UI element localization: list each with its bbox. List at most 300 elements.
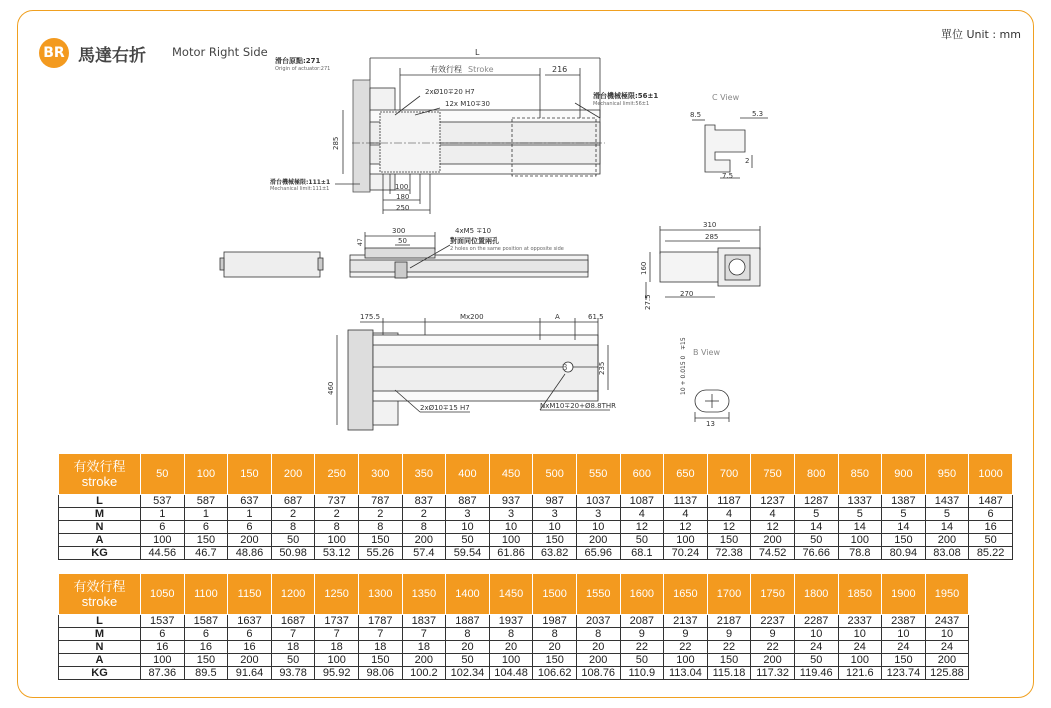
svg-text:Mx200: Mx200	[460, 313, 484, 321]
table-cell: 50	[620, 534, 664, 547]
svg-text:對面同位置兩孔: 對面同位置兩孔	[450, 237, 499, 245]
svg-text:滑台機械極限:111±1: 滑台機械極限:111±1	[270, 179, 331, 186]
table-cell: 1637	[228, 615, 272, 628]
stroke-cell: 300	[358, 454, 402, 495]
stroke-cell: 1650	[664, 574, 708, 615]
table-cell: 2087	[620, 615, 664, 628]
table-cell: 100	[141, 654, 185, 667]
svg-text:A: A	[555, 313, 560, 321]
stroke-cell: 400	[446, 454, 490, 495]
bottom-view	[327, 313, 616, 430]
svg-text:2 holes on the same position a: 2 holes on the same position at opposite side	[450, 246, 564, 252]
stroke-cell: 1450	[489, 574, 533, 615]
table-cell: 106.62	[533, 667, 577, 680]
table-cell: 4	[620, 508, 664, 521]
stroke-cell: 1550	[576, 574, 620, 615]
page-subtitle: Motor Right Side	[172, 45, 268, 59]
table-row	[59, 521, 1013, 534]
table-row	[59, 508, 1013, 521]
table-cell: 6	[184, 628, 228, 641]
table-cell: 22	[751, 641, 795, 654]
svg-text:12x M10∓30: 12x M10∓30	[445, 100, 490, 108]
table-cell: 16	[228, 641, 272, 654]
stroke-cell: 50	[141, 454, 185, 495]
table-cell: 10	[925, 628, 969, 641]
svg-text:NxM10∓20+Ø8.8THR: NxM10∓20+Ø8.8THR	[540, 402, 617, 410]
table-cell: 70.24	[664, 547, 708, 560]
table-cell: 50	[794, 534, 838, 547]
svg-text:2xØ10∓15 H7: 2xØ10∓15 H7	[420, 404, 470, 412]
table-cell: 100	[838, 534, 882, 547]
table-cell: 2	[358, 508, 402, 521]
table-cell: 110.9	[620, 667, 664, 680]
table-cell: 3	[446, 508, 490, 521]
table-cell: 1937	[489, 615, 533, 628]
table-cell: 20	[533, 641, 577, 654]
svg-text:460: 460	[327, 381, 335, 395]
svg-text:有效行程: 有效行程	[430, 65, 462, 74]
table-cell: 537	[141, 495, 185, 508]
table-cell: 24	[838, 641, 882, 654]
table-cell: 737	[315, 495, 359, 508]
stroke-cell: 1000	[969, 454, 1013, 495]
table-cell: 85.22	[969, 547, 1013, 560]
table-cell: 16	[969, 521, 1013, 534]
table-cell: 200	[228, 654, 272, 667]
table-cell: 1087	[620, 495, 664, 508]
table-cell: 8	[402, 521, 446, 534]
row-label: M	[59, 628, 141, 641]
table-cell: 7	[402, 628, 446, 641]
stroke-cell: 500	[533, 454, 577, 495]
table-cell: 1537	[141, 615, 185, 628]
svg-text:61.5: 61.5	[588, 313, 604, 321]
table-cell: 57.4	[402, 547, 446, 560]
stroke-cell: 1150	[228, 574, 272, 615]
stroke-cell: 1700	[707, 574, 751, 615]
table-cell: 10	[576, 521, 620, 534]
table-cell: 1337	[838, 495, 882, 508]
table-row	[59, 615, 969, 628]
table-cell: 50	[446, 534, 490, 547]
svg-text:47: 47	[357, 238, 364, 246]
table-cell: 9	[751, 628, 795, 641]
stroke-header-row	[59, 574, 969, 615]
stroke-cell: 100	[184, 454, 228, 495]
stroke-cell: 1800	[794, 574, 838, 615]
svg-text:216: 216	[552, 65, 568, 74]
table-cell: 7	[358, 628, 402, 641]
table-cell: 10	[446, 521, 490, 534]
table-cell: 72.38	[707, 547, 751, 560]
stroke-cell: 900	[882, 454, 926, 495]
table-cell: 4	[751, 508, 795, 521]
table-cell: 14	[794, 521, 838, 534]
table-cell: 104.48	[489, 667, 533, 680]
table-cell: 22	[664, 641, 708, 654]
svg-text:Stroke: Stroke	[468, 65, 494, 74]
table-cell: 2187	[707, 615, 751, 628]
stroke-cell: 1400	[446, 574, 490, 615]
table-cell: 53.12	[315, 547, 359, 560]
table-cell: 14	[925, 521, 969, 534]
side-view	[220, 227, 588, 278]
table-cell: 987	[533, 495, 577, 508]
table-cell: 18	[271, 641, 315, 654]
row-label: L	[59, 495, 141, 508]
table-cell: 68.1	[620, 547, 664, 560]
table-cell: 1387	[882, 495, 926, 508]
table-cell: 100	[315, 654, 359, 667]
table-cell: 3	[576, 508, 620, 521]
table-cell: 78.8	[838, 547, 882, 560]
stroke-cell: 1600	[620, 574, 664, 615]
stroke-cell: 1850	[838, 574, 882, 615]
svg-text:285: 285	[332, 136, 340, 150]
table-cell: 74.52	[751, 547, 795, 560]
table-cell: 65.96	[576, 547, 620, 560]
table-cell: 18	[315, 641, 359, 654]
table-cell: 24	[925, 641, 969, 654]
table-cell: 119.46	[794, 667, 838, 680]
table-cell: 5	[925, 508, 969, 521]
table-cell: 150	[882, 534, 926, 547]
table-cell: 5	[794, 508, 838, 521]
table-cell: 98.06	[358, 667, 402, 680]
table-cell: 10	[882, 628, 926, 641]
table-cell: 16	[141, 641, 185, 654]
header-label-line: 有效行程	[73, 459, 126, 474]
table-cell: 100.2	[402, 667, 446, 680]
table-cell: 2037	[576, 615, 620, 628]
table-cell: 200	[751, 534, 795, 547]
table-cell: 837	[402, 495, 446, 508]
table-cell: 200	[576, 654, 620, 667]
table-cell: 100	[489, 654, 533, 667]
table-cell: 1187	[707, 495, 751, 508]
svg-text:175.5: 175.5	[360, 313, 381, 321]
svg-text:L: L	[475, 48, 480, 57]
table-cell: 121.6	[838, 667, 882, 680]
table-cell: 100	[315, 534, 359, 547]
table-cell: 9	[664, 628, 708, 641]
table-cell: 93.78	[271, 667, 315, 680]
stroke-cell: 1100	[184, 574, 228, 615]
table-cell: 1487	[969, 495, 1013, 508]
end-view	[640, 221, 760, 310]
svg-text:7.5: 7.5	[722, 172, 734, 180]
table-row	[59, 667, 969, 680]
table-cell: 113.04	[664, 667, 708, 680]
svg-text:160: 160	[640, 261, 648, 275]
svg-text:310: 310	[703, 221, 717, 229]
table-cell: 1137	[664, 495, 708, 508]
table-cell: 63.82	[533, 547, 577, 560]
table-row	[59, 641, 969, 654]
table-cell: 200	[402, 534, 446, 547]
svg-text:5.3: 5.3	[752, 110, 764, 118]
table-cell: 1	[141, 508, 185, 521]
table-cell: 150	[358, 654, 402, 667]
spec-table-1	[58, 453, 1013, 560]
stroke-cell: 1350	[402, 574, 446, 615]
row-label: L	[59, 615, 141, 628]
table-cell: 150	[707, 534, 751, 547]
table-cell: 108.76	[576, 667, 620, 680]
stroke-cell: 1050	[141, 574, 185, 615]
series-badge: BR	[39, 38, 69, 68]
row-label: KG	[59, 667, 141, 680]
table-cell: 89.5	[184, 667, 228, 680]
table-cell: 4	[707, 508, 751, 521]
svg-text:8.5: 8.5	[690, 111, 702, 119]
table-cell: 100	[489, 534, 533, 547]
stroke-header-label	[59, 454, 141, 495]
table-cell: 2237	[751, 615, 795, 628]
svg-text:270: 270	[680, 290, 694, 298]
stroke-cell: 550	[576, 454, 620, 495]
table-cell: 8	[533, 628, 577, 641]
table-cell: 1837	[402, 615, 446, 628]
stroke-cell: 650	[664, 454, 708, 495]
stroke-cell: 350	[402, 454, 446, 495]
table-cell: 44.56	[141, 547, 185, 560]
table-cell: 687	[271, 495, 315, 508]
table-cell: 1887	[446, 615, 490, 628]
table-cell: 50	[271, 534, 315, 547]
table-cell: 1687	[271, 615, 315, 628]
table-cell: 2	[271, 508, 315, 521]
table-cell: 150	[707, 654, 751, 667]
stroke-cell: 1900	[882, 574, 926, 615]
stroke-cell: 200	[271, 454, 315, 495]
table-cell: 12	[664, 521, 708, 534]
unit-label: 單位 Unit : mm	[940, 28, 1021, 41]
table-cell: 1037	[576, 495, 620, 508]
stroke-cell: 750	[751, 454, 795, 495]
table-cell: 10	[533, 521, 577, 534]
header-label-line: 有效行程	[73, 579, 126, 594]
table-cell: 91.64	[228, 667, 272, 680]
table-cell: 200	[925, 534, 969, 547]
svg-text:235: 235	[598, 361, 606, 375]
table-cell: 10	[794, 628, 838, 641]
stroke-cell: 1300	[358, 574, 402, 615]
svg-text:250: 250	[396, 204, 410, 212]
table-cell: 20	[576, 641, 620, 654]
stroke-cell: 250	[315, 454, 359, 495]
table-cell: 123.74	[882, 667, 926, 680]
svg-text:4xM5 ∓10: 4xM5 ∓10	[455, 227, 492, 235]
table-cell: 125.88	[925, 667, 969, 680]
row-label: M	[59, 508, 141, 521]
table-cell: 10	[489, 521, 533, 534]
svg-text:300: 300	[392, 227, 406, 235]
row-label: KG	[59, 547, 141, 560]
stroke-cell: 850	[838, 454, 882, 495]
table-cell: 80.94	[882, 547, 926, 560]
table-cell: 7	[271, 628, 315, 641]
c-view	[690, 93, 768, 180]
table-cell: 637	[228, 495, 272, 508]
table-cell: 8	[271, 521, 315, 534]
table-cell: 115.18	[707, 667, 751, 680]
svg-text:100: 100	[395, 183, 409, 191]
header-label-line: stroke	[81, 594, 118, 609]
table-cell: 200	[751, 654, 795, 667]
svg-text:C View: C View	[712, 93, 740, 102]
table-cell: 1437	[925, 495, 969, 508]
table-cell: 7	[315, 628, 359, 641]
row-label: N	[59, 521, 141, 534]
table-cell: 2	[402, 508, 446, 521]
table-cell: 50	[969, 534, 1013, 547]
table-cell: 5	[882, 508, 926, 521]
table-cell: 50	[446, 654, 490, 667]
table-cell: 150	[882, 654, 926, 667]
stroke-cell: 600	[620, 454, 664, 495]
table-cell: 100	[664, 534, 708, 547]
table-cell: 150	[184, 654, 228, 667]
table-cell: 3	[489, 508, 533, 521]
table-cell: 1587	[184, 615, 228, 628]
table-cell: 9	[707, 628, 751, 641]
table-cell: 3	[533, 508, 577, 521]
stroke-cell: 150	[228, 454, 272, 495]
svg-text:∓15: ∓15	[680, 337, 687, 350]
stroke-cell: 1250	[315, 574, 359, 615]
stroke-cell: 1750	[751, 574, 795, 615]
table-cell: 8	[576, 628, 620, 641]
table-cell: 787	[358, 495, 402, 508]
row-label: N	[59, 641, 141, 654]
table-cell: 150	[533, 654, 577, 667]
table-row	[59, 495, 1013, 508]
table-cell: 1237	[751, 495, 795, 508]
table-cell: 12	[751, 521, 795, 534]
table-cell: 100	[664, 654, 708, 667]
table-cell: 1287	[794, 495, 838, 508]
table-cell: 200	[402, 654, 446, 667]
svg-text:2xØ10∓20 H7: 2xØ10∓20 H7	[425, 88, 475, 96]
table-cell: 150	[533, 534, 577, 547]
table-cell: 1	[184, 508, 228, 521]
table-cell: 20	[446, 641, 490, 654]
table-cell: 8	[489, 628, 533, 641]
table-row	[59, 654, 969, 667]
svg-text:10 + 0.015 0: 10 + 0.015 0	[680, 355, 687, 395]
svg-text:27.5: 27.5	[644, 294, 652, 310]
svg-text:Mechanical limit:111±1: Mechanical limit:111±1	[270, 186, 330, 192]
table-row	[59, 534, 1013, 547]
svg-text:滑台原點:271: 滑台原點:271	[275, 57, 321, 65]
table-cell: 6	[228, 628, 272, 641]
table-cell: 50	[794, 654, 838, 667]
table-cell: 6	[969, 508, 1013, 521]
table-cell: 5	[838, 508, 882, 521]
svg-text:2: 2	[745, 157, 750, 165]
table-cell: 100	[838, 654, 882, 667]
table-cell: 8	[358, 521, 402, 534]
table-cell: 2	[315, 508, 359, 521]
table-cell: 200	[576, 534, 620, 547]
table-cell: 87.36	[141, 667, 185, 680]
table-cell: 61.86	[489, 547, 533, 560]
table-cell: 6	[184, 521, 228, 534]
table-cell: 887	[446, 495, 490, 508]
top-view	[270, 48, 658, 214]
table-row	[59, 628, 969, 641]
table-cell: 9	[620, 628, 664, 641]
table-cell: 1987	[533, 615, 577, 628]
table-cell: 55.26	[358, 547, 402, 560]
svg-text:滑台機械極限:56±1: 滑台機械極限:56±1	[593, 92, 659, 100]
svg-text:285: 285	[705, 233, 719, 241]
table-cell: 8	[315, 521, 359, 534]
table-cell: 117.32	[751, 667, 795, 680]
table-cell: 18	[402, 641, 446, 654]
table-cell: 50	[620, 654, 664, 667]
svg-text:Mechanical limit:56±1: Mechanical limit:56±1	[593, 101, 650, 107]
table-cell: 2137	[664, 615, 708, 628]
stroke-cell: 1950	[925, 574, 969, 615]
table-cell: 1	[228, 508, 272, 521]
table-cell: 18	[358, 641, 402, 654]
table-cell: 2337	[838, 615, 882, 628]
table-cell: 50	[271, 654, 315, 667]
table-cell: 6	[228, 521, 272, 534]
table-cell: 83.08	[925, 547, 969, 560]
table-cell: 12	[620, 521, 664, 534]
table-cell: 937	[489, 495, 533, 508]
table-cell: 200	[228, 534, 272, 547]
table-cell: 100	[141, 534, 185, 547]
svg-text:180: 180	[396, 193, 410, 201]
table-cell: 2437	[925, 615, 969, 628]
table-cell: 20	[489, 641, 533, 654]
spec-table-2	[58, 573, 969, 680]
table-cell: 48.86	[228, 547, 272, 560]
table-cell: 16	[184, 641, 228, 654]
table-cell: 59.54	[446, 547, 490, 560]
stroke-cell: 450	[489, 454, 533, 495]
svg-text:13: 13	[706, 420, 715, 428]
table-row	[59, 547, 1013, 560]
table-cell: 102.34	[446, 667, 490, 680]
row-label: A	[59, 534, 141, 547]
table-cell: 50.98	[271, 547, 315, 560]
table-cell: 12	[707, 521, 751, 534]
stroke-cell: 800	[794, 454, 838, 495]
table-cell: 22	[707, 641, 751, 654]
table-cell: 6	[141, 628, 185, 641]
stroke-cell: 950	[925, 454, 969, 495]
table-cell: 587	[184, 495, 228, 508]
table-cell: 76.66	[794, 547, 838, 560]
table-cell: 24	[882, 641, 926, 654]
table-cell: 14	[882, 521, 926, 534]
table-cell: 150	[184, 534, 228, 547]
row-label: A	[59, 654, 141, 667]
table-cell: 2287	[794, 615, 838, 628]
table-cell: 22	[620, 641, 664, 654]
stroke-cell: 1500	[533, 574, 577, 615]
table-cell: 8	[446, 628, 490, 641]
table-cell: 4	[664, 508, 708, 521]
table-cell: 46.7	[184, 547, 228, 560]
stroke-header-label	[59, 574, 141, 615]
svg-text:B View: B View	[693, 348, 721, 357]
